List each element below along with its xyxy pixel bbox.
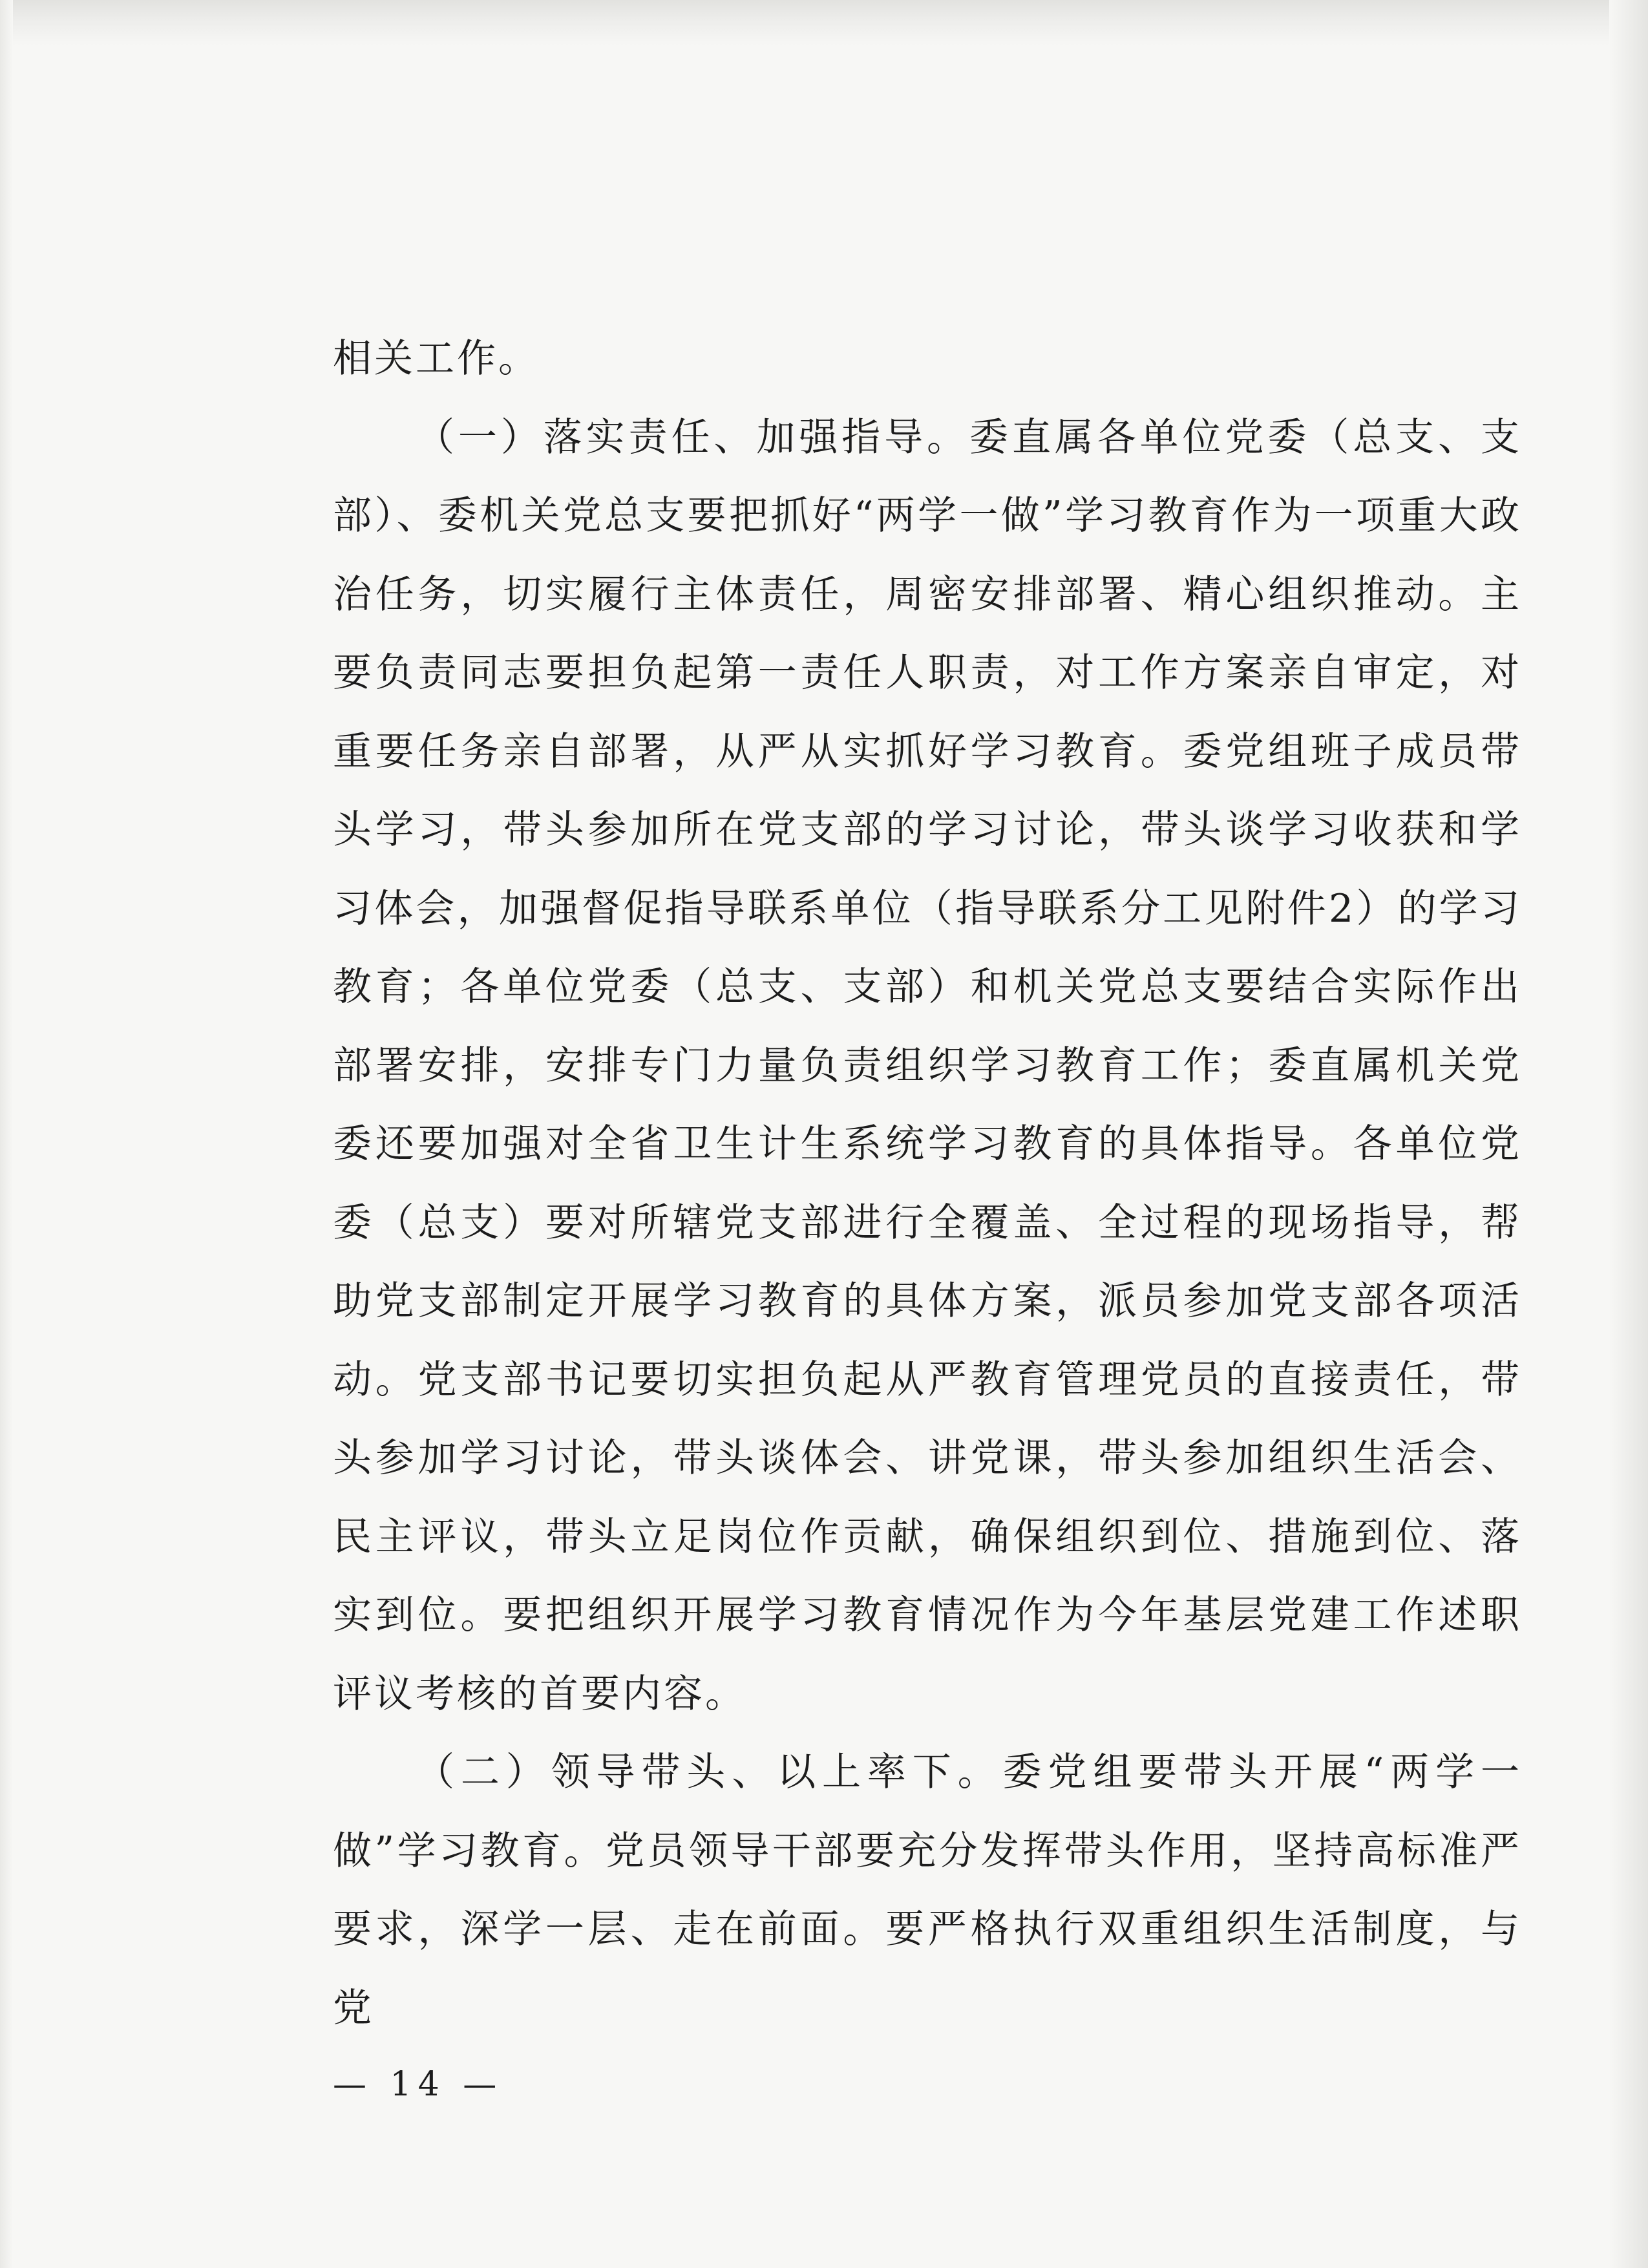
scan-shadow-left — [0, 0, 13, 2268]
page-number: — 14 — — [333, 2065, 503, 2104]
paragraph-section-2: （二）领导带头、以上率下。委党组要带头开展“两学一做”学习教育。党员领导干部要充分发挥带头作用，坚持高标准严要求，深学一层、走在前面。要严格执行双重组织生活制度，与党 — [333, 1750, 1522, 2031]
scan-shadow-right — [1609, 0, 1648, 2268]
paragraph-continuation: 相关工作。 — [333, 336, 540, 381]
scan-shadow-top — [0, 0, 1648, 45]
paragraph-section-1: （一）落实责任、加强指导。委直属各单位党委（总支、支部）、委机关党总支要把抓好“两学一做”学习教育作为一项重大政治任务，切实履行主体责任，周密安排部署、精心组织推动。主要负责同志要担负起第一责任人职责，对工作方案亲自审定，对重要任务亲自部署，从严从实抓好学习教育。委党组班子成员带头学习，带头参加所在党支部的学习讨论，带头谈学习收获和学习体会，加强督促指导联系单位（指导联系分工见附件2）的学习教育；各单位党委（总支、支部）和机关党总支要结合实际作出部署安排，安排专门力量负责组织学习教育工作；委直属机关党委还要加强对全省卫生计生系统学习教育的具体指导。各单位党委（总支）要对所辖党支部进行全覆盖、全过程的现场指导，帮助党支部制定开展学习教育的具体方案，派员参加党支部各项活动。党支部书记要切实担负起从严教育管理党员的直接责任，带头参加学习讨论，带头谈体会、讲党课，带头参加组织生活会、民主评议，带头立足岗位作贡献，确保组织到位、措施到位、落实到位。要把组织开展学习教育情况作为今年基层党建工作述职评议考核的首要内容。 — [333, 414, 1522, 1717]
body-text — [333, 320, 1522, 2048]
